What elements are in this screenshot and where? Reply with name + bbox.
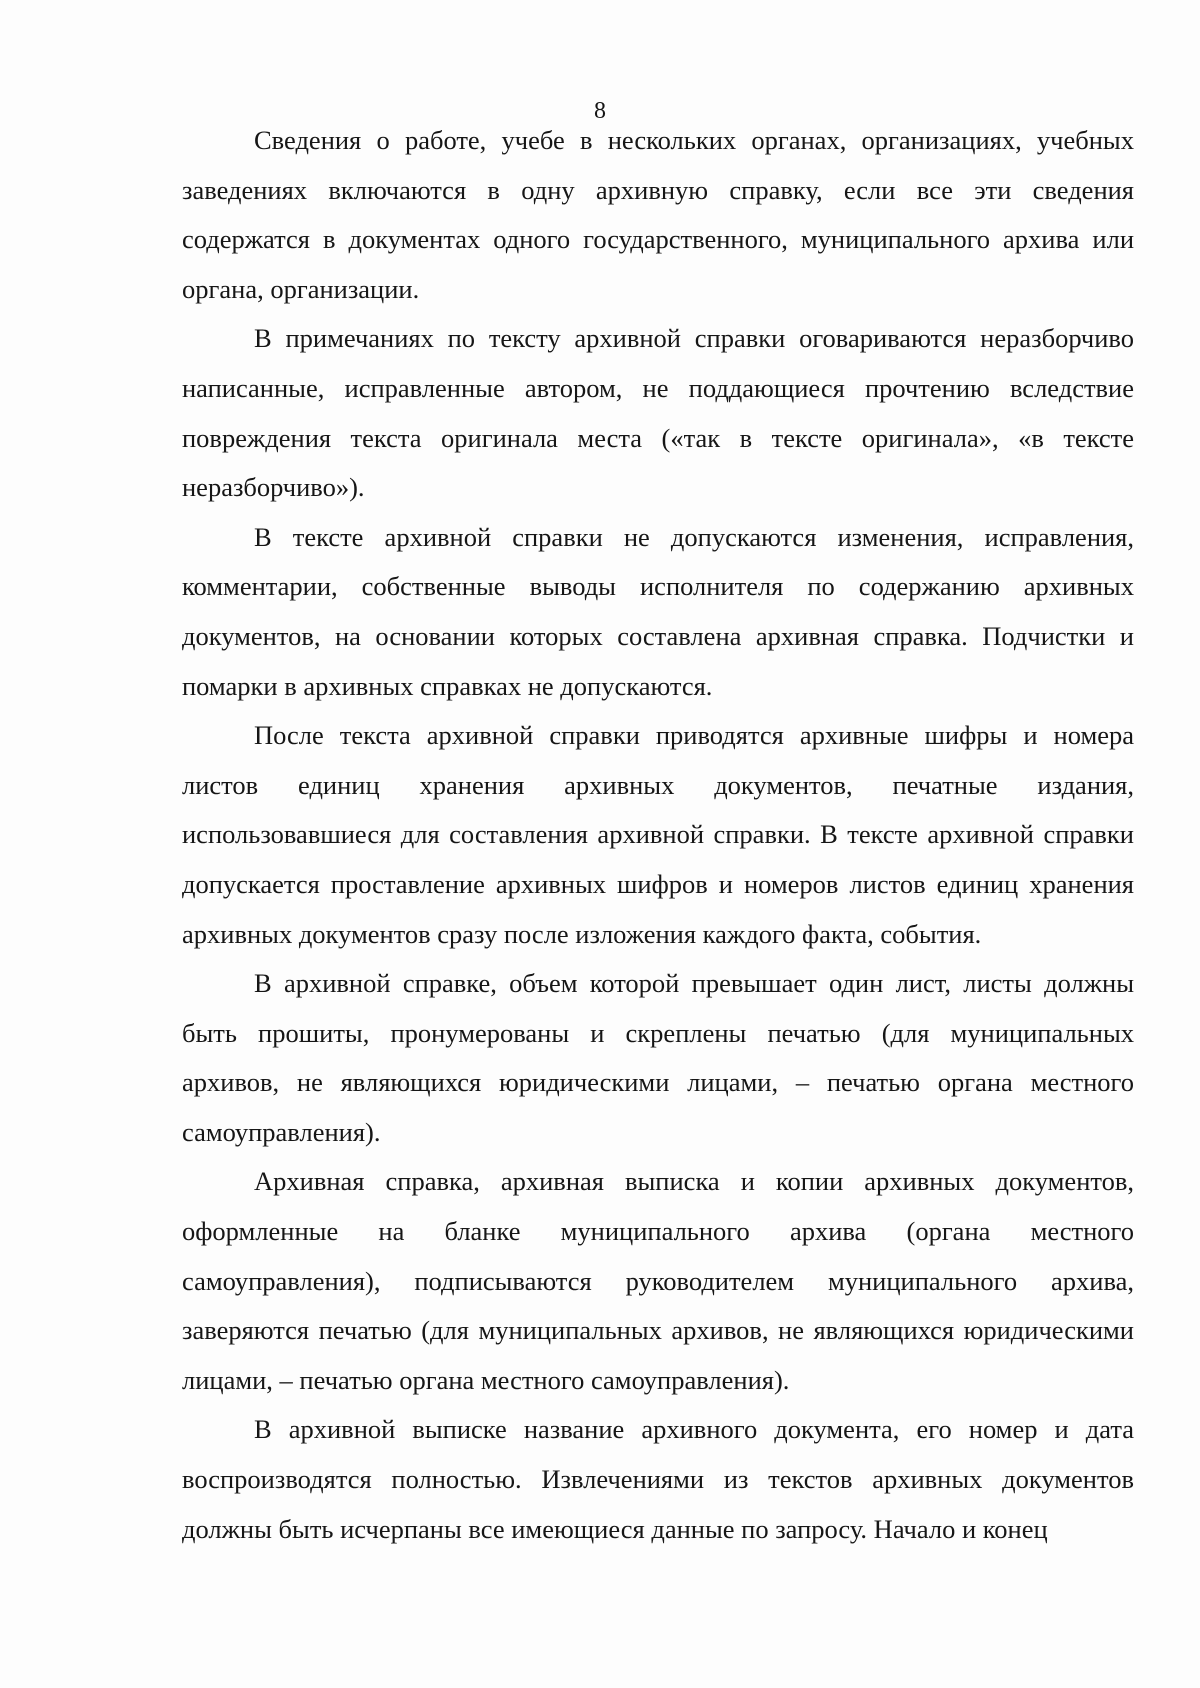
paragraph: В тексте архивной справки не допускаются изменения, исправления, комментарии, собственные выводы исполнителя по содержанию архивных документов, на основании которых составлена архивная справка. Подчистки и помарки в архивных справках не допускаются. <box>182 521 1134 701</box>
paragraph: Сведения о работе, учебе в нескольких органах, организациях, учебных заведениях включаются в одну архивную справку, если все эти сведения содержатся в документах одного государственного, муниципального архива или органа, организации. <box>182 125 1134 304</box>
paragraph: После текста архивной справки приводятся архивные шифры и номера листов единиц хранения архивных документов, печатные издания, использовавшиеся для составления архивной справки. В тексте архивной справки допускается проставление архивных шифров и номеров листов единиц хранения архивных документов сразу после изложения каждого факта, события. <box>182 720 1134 949</box>
document-body <box>182 116 1134 1554</box>
paragraph: Архивная справка, архивная выписка и копии архивных документов, оформленные на бланке муниципального архива (органа местного самоуправления), подписываются руководителем муниципального архива, заверяются печатью (для муниципальных архивов, не являющихся юридическими лицами, – печатью органа местного самоуправления). <box>182 1166 1134 1395</box>
paragraph: В примечаниях по тексту архивной справки оговариваются неразборчиво написанные, исправленные автором, не поддающиеся прочтению вследствие повреждения текста оригинала места («так в тексте оригинала», «в тексте неразборчиво»). <box>182 323 1134 503</box>
paragraph: В архивной справке, объем которой превышает один лист, листы должны быть прошиты, пронумерованы и скреплены печатью (для муниципальных архивов, не являющихся юридическими лицами, – печатью органа местного самоуправления). <box>182 968 1134 1147</box>
paragraph: В архивной выписке название архивного документа, его номер и дата воспроизводятся полностью. Извлечениями из текстов архивных документов должны быть исчерпаны все имеющиеся данные по запросу. Начало и конец <box>182 1414 1134 1544</box>
page-number: 8 <box>594 98 606 124</box>
